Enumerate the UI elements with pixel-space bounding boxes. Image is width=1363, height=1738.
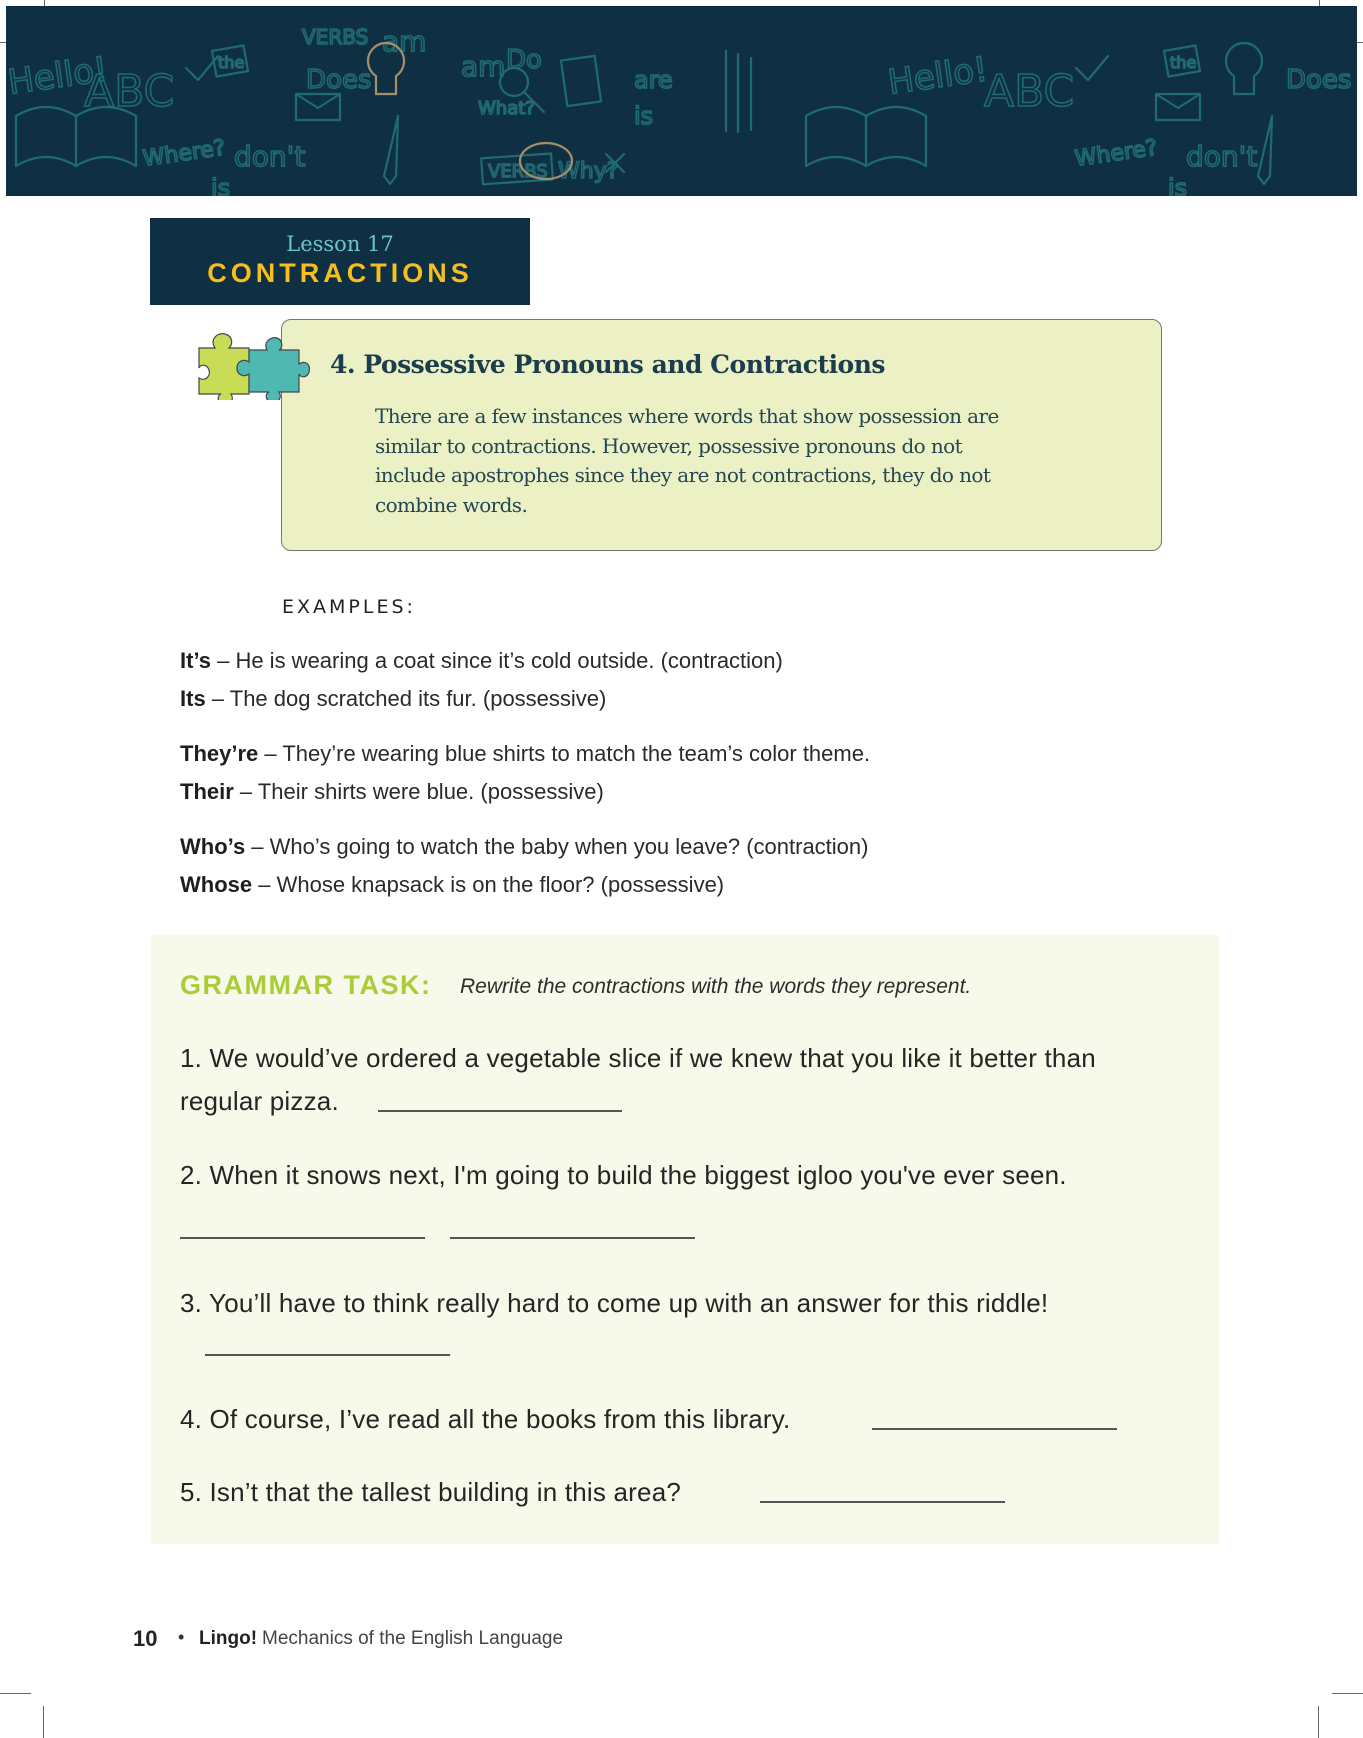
doodle-word: are — [634, 66, 673, 94]
answer-blank-2a[interactable] — [180, 1237, 425, 1239]
doodle-word: VERBS — [302, 25, 369, 49]
example-item — [180, 686, 606, 712]
doodle-word: Where? — [141, 135, 228, 172]
example-term: Whose — [180, 872, 253, 897]
example-text: – He is wearing a coat since it’s cold outside. (contraction) — [210, 648, 783, 673]
info-body-line: combine words. — [375, 492, 528, 517]
doodle-word: Does — [1286, 65, 1352, 95]
example-item — [180, 779, 604, 805]
example-item — [180, 741, 870, 767]
lesson-header — [150, 218, 530, 305]
doodle-group-left — [6, 25, 751, 196]
answer-blank-4[interactable] — [872, 1428, 1117, 1430]
doodle-word: VERBS — [488, 161, 548, 182]
grammar-task-panel — [151, 935, 1219, 1544]
question-1-line-1: 1. We would’ve ordered a vegetable slice if we knew that you like it better than — [180, 1043, 1096, 1073]
crop-mark — [43, 1706, 44, 1738]
puzzle-pieces-icon — [195, 330, 310, 400]
doodle-word: Why? — [558, 159, 619, 184]
example-text: – They’re wearing blue shirts to match the team’s color theme. — [258, 741, 871, 766]
doodle-word: am — [382, 25, 427, 58]
answer-blank-5[interactable] — [760, 1501, 1005, 1503]
books-icon — [726, 51, 751, 132]
info-body — [375, 402, 1075, 520]
example-text: – Whose knapsack is on the floor? (possessive) — [252, 872, 725, 897]
example-item — [180, 872, 724, 898]
example-text: – Their shirts were blue. (possessive) — [233, 779, 604, 804]
doodle-word: the — [1170, 53, 1197, 72]
example-text: – Who’s going to watch the baby when you leave? (contraction) — [245, 834, 869, 859]
task-heading: GRAMMAR TASK: — [180, 970, 432, 1000]
example-item — [180, 834, 868, 860]
book-brand: Lingo! — [199, 1628, 258, 1649]
answer-blank-1[interactable] — [378, 1110, 622, 1112]
book-subtitle: Mechanics of the English Language — [262, 1628, 564, 1649]
example-term: Their — [180, 779, 234, 804]
doodle-pattern — [6, 6, 1357, 196]
question-5: 5. Isn’t that the tallest building in this area? — [180, 1477, 682, 1507]
lesson-title: CONTRACTIONS — [207, 258, 473, 288]
answer-blank-3[interactable] — [205, 1354, 450, 1356]
doodle-word: Does — [306, 65, 372, 95]
footer-bullet: • — [178, 1627, 185, 1647]
question-1-line-2: regular pizza. — [180, 1086, 339, 1116]
question-4: 4. Of course, I’ve read all the books from this library. — [180, 1404, 791, 1434]
example-term: Who’s — [180, 834, 246, 859]
doodle-word: Where? — [1073, 135, 1160, 172]
doodle-word: Do — [506, 45, 542, 75]
lesson-number: Lesson 17 — [286, 232, 394, 256]
question-3: 3. You’ll have to think really hard to come up with an answer for this riddle! — [180, 1288, 1049, 1318]
crop-mark — [1318, 1706, 1319, 1738]
crop-mark — [0, 1693, 31, 1694]
pencil-icon — [384, 116, 398, 184]
example-term: They’re — [180, 741, 259, 766]
example-term: It’s — [180, 648, 211, 673]
book-icon — [806, 107, 926, 166]
header-banner — [6, 6, 1357, 196]
doodle-word: is — [634, 102, 654, 130]
notepad-icon — [561, 56, 601, 106]
examples-label: EXAMPLES: — [282, 596, 416, 618]
task-instruction: Rewrite the contractions with the words they represent. — [460, 975, 972, 998]
crop-mark — [1332, 1693, 1363, 1694]
info-body-line: There are a few instances where words that show possession are — [375, 404, 999, 428]
example-text: – The dog scratched its fur. (possessive) — [205, 686, 607, 711]
info-body-line: similar to contractions. However, possessive pronouns do not — [375, 433, 963, 458]
page-number: 10 — [133, 1626, 158, 1651]
doodle-word: don't — [234, 140, 306, 173]
envelope-icon — [296, 94, 340, 120]
doodle-word: ABC — [84, 66, 175, 117]
doodle-word: don't — [1186, 140, 1258, 173]
envelope-icon — [1156, 94, 1200, 120]
doodle-word: is — [211, 174, 231, 196]
pencil-icon — [1258, 116, 1272, 184]
example-term: Its — [180, 686, 206, 711]
info-title: 4. Possessive Pronouns and Contractions — [330, 350, 885, 379]
doodle-word: Hello! — [885, 49, 991, 103]
question-2: 2. When it snows next, I'm going to build the biggest igloo you've ever seen. — [180, 1160, 1067, 1190]
doodle-word: What? — [478, 98, 535, 119]
answer-blank-2b[interactable] — [450, 1237, 695, 1239]
example-item — [180, 648, 783, 674]
doodle-word: am — [461, 50, 506, 83]
doodle-group-right — [806, 43, 1351, 196]
doodle-word: ABC — [984, 66, 1075, 117]
checkmark-icon — [1076, 56, 1108, 80]
doodle-word: Hello! — [6, 49, 111, 103]
info-body-line: include apostrophes since they are not contractions, they do not — [375, 463, 991, 487]
doodle-word: is — [1168, 174, 1188, 196]
lightbulb-icon — [1226, 43, 1262, 94]
doodle-word: the — [218, 53, 245, 72]
